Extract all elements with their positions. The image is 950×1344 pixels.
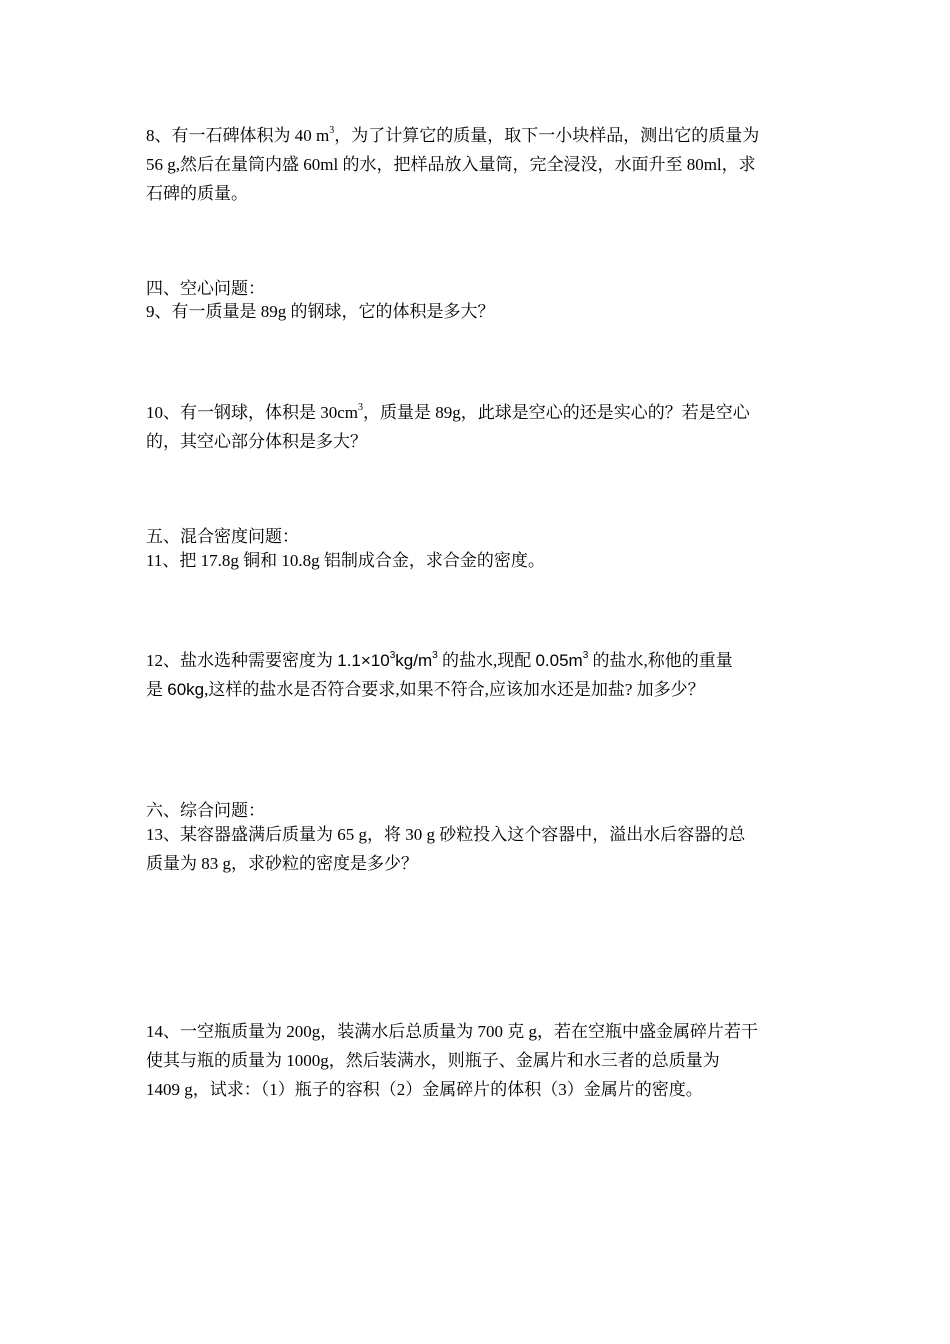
question-8-line-3: 石碑的质量。 — [146, 184, 248, 203]
question-14-line-1: 14、一空瓶质量为 200g，装满水后总质量为 700 克 g，若在空瓶中盛金属碎片若干 — [146, 1022, 758, 1041]
question-10 — [146, 398, 810, 456]
question-12 — [146, 646, 810, 704]
question-14-line-2: 使其与瓶的质量为 1000g，然后装满水，则瓶子、金属片和水三者的总质量为 — [146, 1051, 720, 1070]
question-8-line-2: 56 g,然后在量筒内盛 60ml 的水，把样品放入量筒，完全浸没，水面升至 80ml，求 — [146, 155, 756, 174]
question-14-line-3: 1409 g，试求：（1）瓶子的容积（2）金属碎片的体积（3）金属片的密度。 — [146, 1080, 703, 1099]
question-8-line-1: 8、有一石碑体积为 40 $m^3$，为了计算它的质量，取下一小块样品，测出它的质量为 — [146, 125, 760, 145]
question-14 — [146, 1017, 810, 1104]
question-13 — [146, 820, 810, 878]
question-10-line-1: 10、有一钢球，体积是 $30cm^3$，质量是 89g，此球是空心的还是实心的？若是空心 — [146, 402, 750, 422]
section-6-heading: 六、综合问题： — [146, 801, 265, 820]
question-13-line-1: 13、某容器盛满后质量为 65 g，将 30 g 砂粒投入这个容器中，溢出水后容器的总 — [146, 825, 746, 844]
question-10-line-2: 的，其空心部分体积是多大？ — [146, 432, 367, 451]
question-12-line-1: 12、盐水选种需要密度为 $1.1\times 10^3kg/m^3$ 的盐水,现配 $0.05m^3$ 的盐水,称他的重量 — [146, 650, 733, 670]
question-12-line-2: 是 60kg,这样的盐水是否符合要求,如果不符合,应该加水还是加盐? 加多少？ — [146, 680, 705, 699]
question-13-line-2: 质量为 83 g，求砂粒的密度是多少？ — [146, 854, 418, 873]
question-9: 9、有一质量是 89g 的钢球，它的体积是多大？ — [146, 302, 495, 321]
question-11: 11、把 17.8g 铜和 10.8g 铝制成合金，求合金的密度。 — [146, 551, 545, 570]
section-4-heading: 四、空心问题： — [146, 279, 265, 298]
question-8 — [146, 121, 810, 208]
section-5-heading: 五、混合密度问题： — [146, 527, 299, 546]
